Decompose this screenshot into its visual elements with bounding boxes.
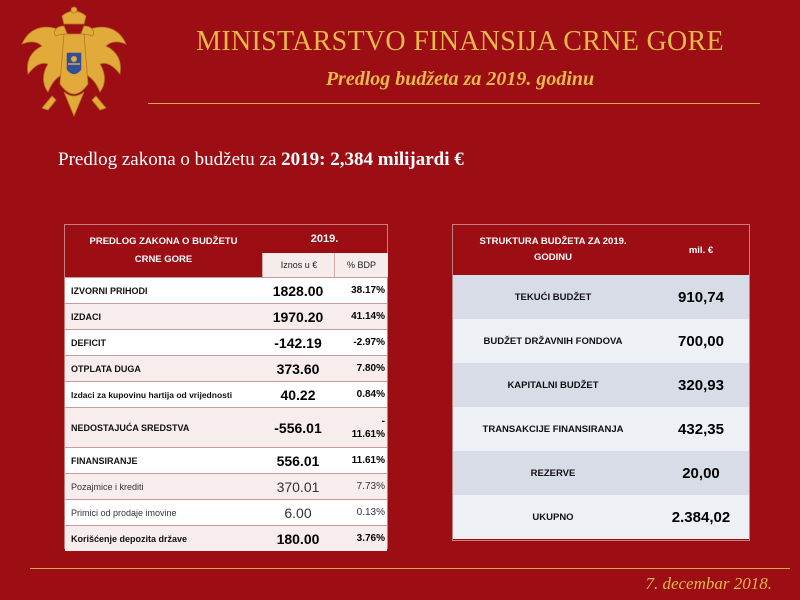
row-gdp-percent: 38.17%: [351, 285, 385, 296]
budget-structure-table: [452, 224, 750, 541]
row-value: 2.384,02: [671, 508, 731, 526]
table-row: [65, 277, 387, 303]
table-row: [453, 319, 749, 363]
row-label: OTPLATA DUGA: [71, 363, 141, 374]
row-gdp-percent: 41.14%: [351, 311, 385, 322]
row-label: DEFICIT: [71, 337, 106, 348]
row-amount: 6.00: [284, 504, 312, 521]
row-amount: 370.01: [276, 478, 320, 495]
row-gdp-percent: 0.13%: [356, 507, 385, 518]
row-value: 910,74: [678, 288, 724, 306]
row-gdp-percent: 7.73%: [356, 481, 385, 492]
row-label: NEDOSTAJUĆA SREDSTVA: [71, 422, 190, 433]
headline-prefix: Predlog zakona o budžetu za: [58, 149, 282, 170]
table-row: [453, 275, 749, 319]
budget-subtitle: Predlog budžeta za 2019. godinu: [325, 68, 595, 90]
budget-headline: [58, 149, 464, 171]
budget-structure-table-body: [453, 275, 749, 539]
row-label: Pozajmice i krediti: [71, 481, 144, 492]
unit-column-header: mil. €: [688, 244, 714, 256]
coat-of-arms-icon: [18, 4, 130, 122]
table-row: [453, 407, 749, 451]
budget-structure-table-title: [453, 225, 653, 275]
row-label: Izdaci za kupovinu hartija od vrijednosti: [71, 389, 233, 400]
header-divider: [148, 103, 760, 104]
row-gdp-percent: -2.97%: [353, 337, 385, 348]
table-row: [65, 525, 387, 551]
row-amount: -142.19: [274, 334, 322, 351]
row-label: Korišćenje depozita države: [71, 533, 188, 544]
headline-amount: 2019: 2,384 milijardi €: [281, 149, 464, 170]
table-row: [65, 303, 387, 329]
footer-divider: [30, 568, 790, 569]
table-row: [65, 473, 387, 499]
row-label: REZERVE: [530, 467, 576, 479]
row-label: IZVORNI PRIHODI: [71, 285, 148, 296]
table-row: [65, 381, 387, 407]
row-value: 700,00: [678, 332, 724, 350]
presentation-date: 7. decembar 2018.: [645, 574, 772, 593]
table-row: [65, 329, 387, 355]
row-value: 320,93: [678, 376, 724, 394]
budget-law-table: [64, 224, 388, 549]
row-label: UKUPNO: [532, 511, 574, 523]
row-amount: 1828.00: [272, 282, 324, 299]
budget-law-title-line2: CRNE GORE: [134, 254, 193, 265]
row-amount: 556.01: [276, 452, 320, 469]
ministry-title: MINISTARSTVO FINANSIJA CRNE GORE: [196, 26, 724, 57]
table-row: [65, 355, 387, 381]
row-label: BUDŽET DRŽAVNIH FONDOVA: [483, 335, 623, 347]
row-amount: 180.00: [276, 530, 320, 547]
budget-structure-title-line2: GODINU: [534, 252, 572, 263]
table-row: [65, 499, 387, 525]
table-row: [453, 363, 749, 407]
amount-column-header: Iznos u €: [262, 253, 335, 277]
row-gdp-percent: [335, 408, 385, 447]
year-header: 2019.: [310, 233, 339, 245]
table-row: [65, 447, 387, 473]
row-gdp-percent-value: 11.61%: [351, 428, 385, 440]
budget-law-table-title: [65, 225, 262, 277]
table-row: [453, 451, 749, 495]
budget-structure-title-line1: STRUKTURA BUDŽETA ZA 2019.: [479, 236, 627, 247]
row-label: TEKUĆI BUDŽET: [514, 291, 592, 303]
row-amount: -556.01: [274, 419, 322, 436]
row-amount: 40.22: [280, 386, 316, 403]
table-row: [453, 495, 749, 539]
row-value: 432,35: [678, 420, 724, 438]
budget-law-table-header: [65, 225, 387, 277]
budget-law-title-line1: PREDLOG ZAKONA O BUDŽETU: [89, 236, 238, 247]
row-label: KAPITALNI BUDŽET: [507, 379, 599, 391]
row-label: IZDACI: [71, 311, 101, 322]
row-amount: 373.60: [276, 360, 320, 377]
table-row: [65, 407, 387, 447]
row-gdp-percent: 3.76%: [356, 533, 385, 544]
row-gdp-percent: 0.84%: [356, 389, 385, 400]
budget-structure-table-header: [453, 225, 749, 275]
gdp-percent-column-header: % BDP: [334, 253, 388, 277]
row-label: TRANSAKCIJE FINANSIRANJA: [482, 423, 624, 435]
budget-law-table-body: [65, 277, 387, 551]
row-amount: 1970.20: [272, 308, 324, 325]
row-gdp-percent-sign: -: [381, 415, 385, 427]
row-gdp-percent: 7.80%: [356, 363, 385, 374]
row-gdp-percent: 11.61%: [351, 455, 385, 466]
row-value: 20,00: [682, 464, 720, 482]
row-label: FINANSIRANJE: [71, 455, 138, 466]
row-label: Primici od prodaje imovine: [71, 507, 177, 518]
